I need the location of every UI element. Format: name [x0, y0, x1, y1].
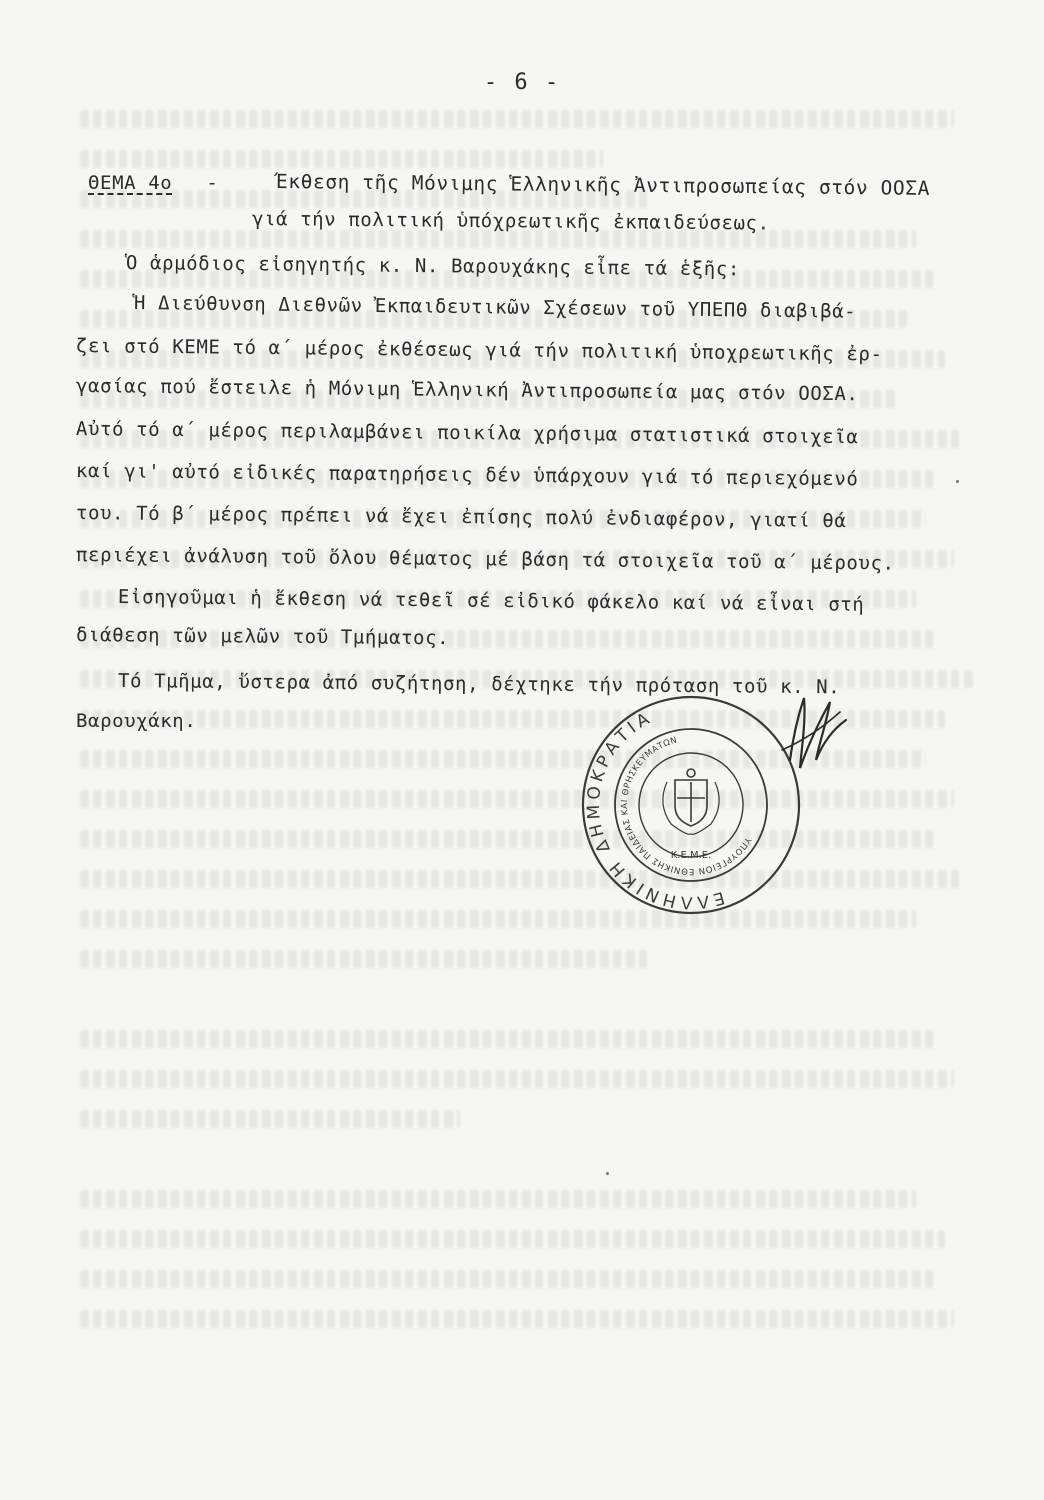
body-line: περιέχει ἀνάλυση τοῦ ὅλου θέματος μέ βάση τά στοιχεῖα τοῦ α΄ μέρους.: [75, 544, 895, 575]
paper-speck: [606, 1172, 609, 1175]
handwritten-signature: [760, 690, 850, 780]
heading-dash: -: [206, 172, 219, 194]
coat-of-arms-icon: [663, 769, 719, 834]
paper-speck: [956, 480, 959, 483]
topic-title-line-2: γιά τήν πολιτική ὑπόχρεωτικῆς ἐκπαιδεύσεως.: [251, 208, 770, 235]
topic-label: ΘΕΜΑ 4ο: [88, 172, 173, 194]
body-line: Ἡ Διεύθυνση Διεθνῶν Ἐκπαιδευτικῶν Σχέσεων τοῦ ΥΠΕΠΘ διαβιβά-: [133, 292, 857, 323]
topic-title-line-1: Έκθεση τῆς Μόνιμης Ἑλληνικῆς Ἀντιπροσωπείας στόν ΟΟΣΑ: [275, 170, 931, 200]
body-line: Ὁ ἁρμόδιος εἰσηγητής κ. Ν. Βαρουχάκης εἶπε τά ἑξῆς:: [125, 252, 741, 281]
body-line: διάθεση τῶν μελῶν τοῦ Τμήματος.: [75, 624, 450, 650]
topic-heading: [88, 172, 218, 194]
body-line: του. Τό β΄ μέρος πρέπει νά ἔχει ἐπίσης πολύ ἐνδιαφέρον, γιατί θά: [75, 502, 847, 533]
body-line: Αὐτό τό α΄ μέρος περιλαμβάνει ποικίλα χρήσιμα στατιστικά στοιχεῖα: [75, 418, 859, 449]
seal-outer-text: ΕΛΛΗΝΙΚΗ ΔΗΜΟΚΡΑΤΙΑ: [583, 707, 727, 913]
body-line: γασίας πού ἔστειλε ἡ Μόνιμη Ἑλληνική Ἀντιπροσωπεία μας στόν ΟΟΣΑ.: [75, 375, 859, 406]
body-line: Εἰσηγοῦμαι ἡ ἔκθεση νά τεθεῖ σέ εἰδικό φάκελο καί νά εἶναι στή: [117, 586, 865, 616]
body-line: ζει στό ΚΕΜΕ τό α΄ μέρος ἐκθέσεως γιά τήν πολιτική ὑποχρεωτικῆς ἐρ-: [75, 335, 883, 366]
body-line: καί γι' αὐτό εἰδικές παρατηρήσεις δέν ὑπάρχουν γιά τό περιεχόμενό: [75, 460, 859, 491]
body-line: Τό Τμῆμα, ὕστερα ἀπό συζήτηση, δέχτηκε τήν πρόταση τοῦ κ. Ν.: [117, 670, 841, 699]
seal-inner-text: ΥΠΟΥΡΓΕΙΟΝ ΕΘΝΙΚΗΣ ΠΑΙΔΕΙΑΣ ΚΑΙ ΘΡΗΣΚΕΥΜΑΤΩΝ: [619, 735, 753, 877]
seal-bottom-text: Κ.Ε.Μ.Ε.: [670, 850, 712, 861]
body-line: Βαρουχάκη.: [76, 710, 197, 732]
page-number: - 6 -: [483, 70, 561, 95]
